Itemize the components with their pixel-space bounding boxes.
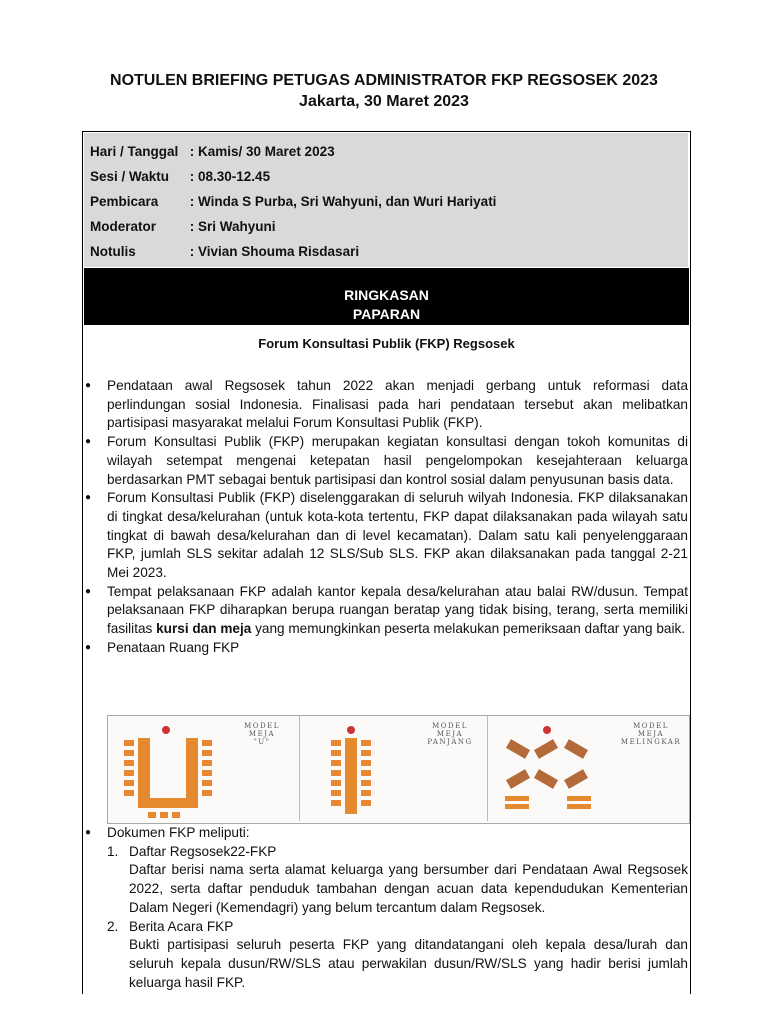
summary-banner: [84, 268, 689, 325]
meta-row-date: [90, 144, 335, 159]
item-number: 2.: [107, 918, 119, 934]
document-title: NOTULEN BRIEFING PETUGAS ADMINISTRATOR FKP REGSOSEK 2023: [110, 72, 658, 89]
bullet-text: yang memungkinkan peserta melakukan pemeriksaan daftar yang baik.: [251, 621, 686, 637]
document-item-title: [84, 918, 688, 937]
meta-row-notetaker: [90, 244, 359, 259]
layout-label: MODEL MEJA "U": [244, 722, 280, 746]
document-item-title: [84, 843, 688, 862]
meta-box: [84, 133, 688, 267]
bullet-item: ● Dokumen FKP meliputi:: [84, 824, 688, 843]
meta-value: : 08.30-12.45: [189, 169, 271, 184]
room-layout-figure: [107, 715, 690, 824]
bullet-bold-text: kursi dan meja: [156, 621, 252, 637]
meta-value: : Kamis/ 30 Maret 2023: [189, 144, 335, 159]
meta-row-session: [90, 169, 270, 184]
item-title: Daftar Regsosek22-FKP: [129, 843, 277, 859]
document-item-desc: Bukti partisipasi seluruh peserta FKP yang ditandatangani oleh kepala desa/lurah dan seluruh kepala dusun/RW/SLS atau perwakilan dusun/RW/SLS yang hadir berisi jumlah keluarga hasil FKP.: [129, 937, 688, 990]
section-title: Forum Konsultasi Publik (FKP) Regsosek: [258, 336, 515, 351]
bullet-item: ● Forum Konsultasi Publik (FKP) diselenggarakan di seluruh wilyah Indonesia. FKP dilaksanakan di tingkat desa/kelurahan (untuk kota-kota tertentu, FKP dapat dilaksanakan pada wilayah satu tingkat di bawah desa/kelurahan dan di level kecamatan). Dalam satu kali penyelenggaraan FKP, jumlah SLS sekitar adalah 12 SLS/Sub SLS. FKP akan dilaksanakan pada tanggal 2-21 Mei 2023.: [84, 489, 688, 583]
meta-key: Sesi / Waktu: [90, 169, 170, 184]
bullet-item: ● Penataan Ruang FKP: [84, 639, 688, 658]
bullet-list: [84, 377, 688, 658]
bullet-item: ● Forum Konsultasi Publik (FKP) merupakan kegiatan konsultasi dengan tokoh komunitas di wilayah setempat mengenai ketepatan hasil pengelompokan kesejahteraan keluarga berdasarkan PMT sebagai bentuk partisipasi dan kontrol sosial dalam penyusunan basis data.: [84, 433, 688, 489]
layout-label: MODEL MEJA PANJANG: [427, 722, 473, 746]
banner-line-2: PAPARAN: [352, 306, 421, 322]
document-item-desc: Daftar berisi nama serta alamat keluarga yang bersumber dari Pendataan Awal Regsosek 2022, serta daftar penduduk tambahan dengan acuan data kependudukan Kementerian Dalam Negeri (Kemendagri) yang belum tercantum dalam Regsosek.: [129, 862, 688, 915]
layout-label: MODEL MEJA MELINGKAR: [620, 722, 682, 746]
meta-value: : Winda S Purba, Sri Wahyuni, dan Wuri Hariyati: [189, 194, 497, 209]
layout-panel-long: [299, 716, 488, 821]
bullet-text: Tempat pelaksanaan FKP adalah kantor kepala desa/kelurahan atau balai RW/dusun. Tempat pelaksanaan FKP diharapkan berupa ruangan beratap yang tidak bising, terang, serta memiliki fasilitas: [107, 583, 688, 637]
bullet-item: ● Pendataan awal Regsosek tahun 2022 akan menjadi gerbang untuk reformasi data perlindungan sosial Indonesia. Finalisasi pada hari pendataan tersebut akan melibatkan partisipasi masyarakat melalui Forum Konsultasi Publik (FKP).: [84, 377, 688, 433]
layout-panel-u: [108, 716, 300, 821]
meta-row-speakers: [90, 194, 496, 209]
layout-panel-circle: [487, 716, 688, 821]
meta-key: Pembicara: [90, 194, 159, 209]
bullet-item: [84, 583, 688, 639]
item-number: 1.: [107, 843, 119, 859]
meta-key: Hari / Tanggal: [90, 144, 179, 159]
meta-row-moderator: [90, 219, 276, 234]
item-title: Berita Acara FKP: [129, 918, 234, 934]
document-date: Jakarta, 30 Maret 2023: [299, 93, 469, 110]
meta-key: Notulis: [90, 244, 136, 259]
banner-line-1: RINGKASAN: [344, 287, 429, 303]
documents-section: [84, 824, 688, 992]
meta-value: : Vivian Shouma Risdasari: [189, 244, 360, 259]
meta-key: Moderator: [90, 219, 157, 234]
meta-value: : Sri Wahyuni: [189, 219, 276, 234]
